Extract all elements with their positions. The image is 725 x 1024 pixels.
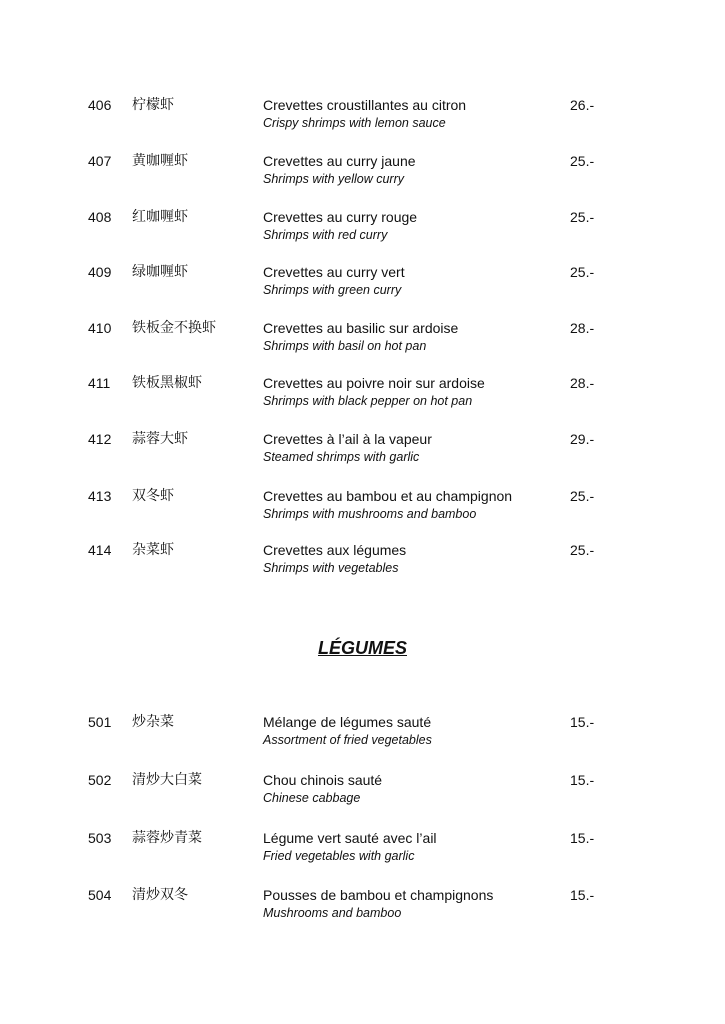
item-chinese-name: 柠檬虾 — [132, 97, 174, 113]
item-chinese-name: 清炒大白菜 — [132, 772, 202, 788]
item-english-name: Chinese cabbage — [263, 791, 361, 805]
item-number: 407 — [88, 153, 112, 169]
item-french-name: Crevettes au poivre noir sur ardoise — [263, 375, 485, 391]
item-price: 29.- — [570, 431, 595, 447]
item-number: 503 — [88, 830, 112, 846]
item-number: 406 — [88, 97, 112, 113]
item-number: 409 — [88, 264, 112, 280]
item-price: 15.- — [570, 887, 595, 903]
item-french-name: Crevettes croustillantes au citron — [263, 97, 467, 113]
item-price: 15.- — [570, 714, 595, 730]
item-price: 25.- — [570, 264, 595, 280]
item-chinese-name: 铁板黑椒虾 — [132, 375, 202, 391]
item-price: 25.- — [570, 488, 595, 504]
item-number: 411 — [88, 375, 111, 391]
menu-item-408 — [0, 208, 725, 256]
item-chinese-name: 蒜蓉大虾 — [132, 431, 188, 447]
item-french-name: Crevettes au basilic sur ardoise — [263, 320, 459, 336]
item-french-name: Crevettes à l’ail à la vapeur — [263, 431, 432, 447]
section-title-legumes: LÉGUMES — [317, 638, 407, 658]
item-french-name: Chou chinois sauté — [263, 772, 383, 788]
item-english-name: Shrimps with red curry — [263, 228, 388, 242]
item-english-name: Shrimps with yellow curry — [263, 172, 405, 186]
item-english-name: Shrimps with mushrooms and bamboo — [263, 507, 477, 521]
item-number: 504 — [88, 887, 112, 903]
menu-item-410 — [0, 319, 725, 367]
menu-item-501 — [0, 713, 725, 761]
item-price: 28.- — [570, 375, 595, 391]
menu-item-503 — [0, 829, 725, 877]
menu-item-409 — [0, 263, 725, 311]
item-english-name: Crispy shrimps with lemon sauce — [263, 116, 446, 130]
item-english-name: Shrimps with vegetables — [263, 561, 399, 575]
item-price: 15.- — [570, 830, 595, 846]
item-french-name: Crevettes au curry jaune — [263, 153, 416, 169]
menu-item-504 — [0, 886, 725, 934]
menu-item-502 — [0, 771, 725, 819]
item-chinese-name: 红咖喱虾 — [132, 209, 188, 225]
item-english-name: Shrimps with green curry — [263, 283, 402, 297]
item-chinese-name: 绿咖喱虾 — [132, 264, 188, 280]
item-english-name: Shrimps with basil on hot pan — [263, 339, 427, 353]
item-price: 28.- — [570, 320, 595, 336]
item-chinese-name: 铁板金不换虾 — [132, 320, 216, 336]
item-english-name: Steamed shrimps with garlic — [263, 450, 420, 464]
item-chinese-name: 蒜蓉炒青菜 — [132, 830, 202, 846]
item-number: 413 — [88, 488, 112, 504]
item-french-name: Légume vert sauté avec l’ail — [263, 830, 437, 846]
item-chinese-name: 双冬虾 — [132, 488, 174, 504]
menu-item-413 — [0, 487, 725, 535]
item-number: 501 — [88, 714, 112, 730]
item-french-name: Crevettes au curry vert — [263, 264, 405, 280]
menu-item-407 — [0, 152, 725, 200]
item-english-name: Fried vegetables with garlic — [263, 849, 415, 863]
item-price: 25.- — [570, 209, 595, 225]
menu-item-406 — [0, 96, 725, 144]
item-number: 414 — [88, 542, 112, 558]
item-english-name: Assortment of fried vegetables — [263, 733, 432, 747]
item-french-name: Crevettes aux légumes — [263, 542, 407, 558]
item-number: 410 — [88, 320, 112, 336]
item-french-name: Pousses de bambou et champignons — [263, 887, 494, 903]
item-number: 412 — [88, 431, 112, 447]
menu-item-411 — [0, 374, 725, 422]
item-price: 25.- — [570, 542, 595, 558]
item-number: 502 — [88, 772, 112, 788]
item-english-name: Mushrooms and bamboo — [263, 906, 402, 920]
item-number: 408 — [88, 209, 112, 225]
item-french-name: Crevettes au curry rouge — [263, 209, 418, 225]
menu-item-412 — [0, 430, 725, 478]
item-english-name: Shrimps with black pepper on hot pan — [263, 394, 473, 408]
menu-item-414 — [0, 541, 725, 589]
item-price: 26.- — [570, 97, 595, 113]
item-chinese-name: 黄咖喱虾 — [132, 153, 188, 169]
item-price: 25.- — [570, 153, 595, 169]
item-chinese-name: 炒杂菜 — [132, 714, 174, 730]
item-french-name: Crevettes au bambou et au champignon — [263, 488, 513, 504]
item-chinese-name: 清炒双冬 — [132, 887, 188, 903]
item-chinese-name: 杂菜虾 — [132, 542, 174, 558]
item-price: 15.- — [570, 772, 595, 788]
item-french-name: Mélange de légumes sauté — [263, 714, 432, 730]
